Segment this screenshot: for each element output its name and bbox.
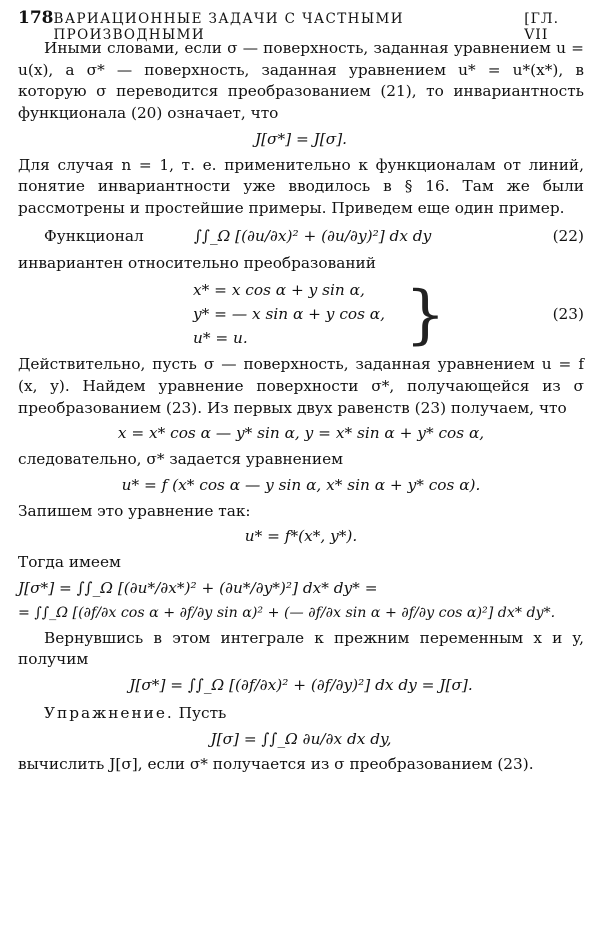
paragraph: следовательно, σ* задается уравнением [18,450,344,469]
equation-inverse: x = x* cos α — y* sin α, y = x* sin α + y* cos α, [117,424,485,443]
equation-invariance: J[σ*] = J[σ]. [254,129,348,148]
running-title: ВАРИАЦИОННЫЕ ЗАДАЧИ С ЧАСТНЫМИ ПРОИЗВОДНЫМИ [53,11,404,43]
equation-exercise: J[σ] = ∫∫_Ω ∂u/∂x dx dy, [210,729,392,748]
equation-J2: = ∫∫_Ω [(∂f/∂x cos α + ∂f/∂y sin α)² + (— ∂f/∂x sin α + ∂f/∂y cos α)²] dx* dy*. [18,605,556,622]
right-brace-icon: } [405,277,446,352]
equation-surface: u* = f (x* cos α — y sin α, x* sin α + y* cos α). [121,475,481,494]
paragraph: инвариантен относительно преобразований [18,254,376,273]
system-lines [193,279,385,350]
exercise-label: Упражнение. [44,703,174,722]
paragraph: Тогда имеем [18,553,121,572]
paragraph: вычислить J[σ], если σ* получается из σ преобразованием (23). [18,755,534,774]
equation-22-row [18,226,584,248]
chapter-label: [ГЛ. VII [524,11,560,43]
equation-number: (22) [552,226,584,245]
equation-J1: J[σ*] = ∫∫_Ω [(∂u*/∂x*)² + (∂u*/∂y*)²] dx* dy* = [18,578,378,597]
system-line: y* = — x sin α + y cos α, [193,304,385,323]
page-body [18,38,584,943]
page-header [18,8,584,43]
exercise-text: Пусть [178,703,227,722]
equation-22: ∫∫_Ω [(∂u/∂x)² + (∂u/∂y)²] dx dy [194,226,432,245]
functional-label: Функционал [44,226,144,245]
equation-fstar: u* = f*(x*, y*). [244,527,358,546]
equation-23-system [18,279,584,350]
paragraph: Действительно, пусть σ — поверхность, заданная уравнением u = f (x, y). Найдем уравнение поверхности σ*, получающейся из σ преобразованием (23). Из первых двух равенств (23) получаем, что [18,355,584,417]
equation-J3: J[σ*] = ∫∫_Ω [(∂f/∂x)² + (∂f/∂y)²] dx dy = J[σ]. [129,676,473,695]
equation-number: (23) [552,304,584,323]
paragraph: Запишем это уравнение так: [18,501,251,520]
system-line: u* = u. [193,328,248,347]
system-line: x* = x cos α + y sin α, [193,281,365,300]
paragraph: Вернувшись в этом интеграле к прежним переменным x и y, получим [18,628,584,669]
exercise-paragraph [18,703,584,725]
paragraph: Иными словами, если σ — поверхность, заданная уравнением u = u(x), а σ* — поверхность, заданная уравнением u* = u*(x*), в которую σ переводится преобразованием (21), то инвариантность функционала (20) означает, что [18,39,584,123]
paragraph: Для случая n = 1, т. е. применительно к функционалам от линий, понятие инвариантности уже вводилось в § 16. Там же были рассмотрены и простейшие примеры. Приведем еще один пример. [18,155,584,218]
page-number: 178 [18,8,54,28]
